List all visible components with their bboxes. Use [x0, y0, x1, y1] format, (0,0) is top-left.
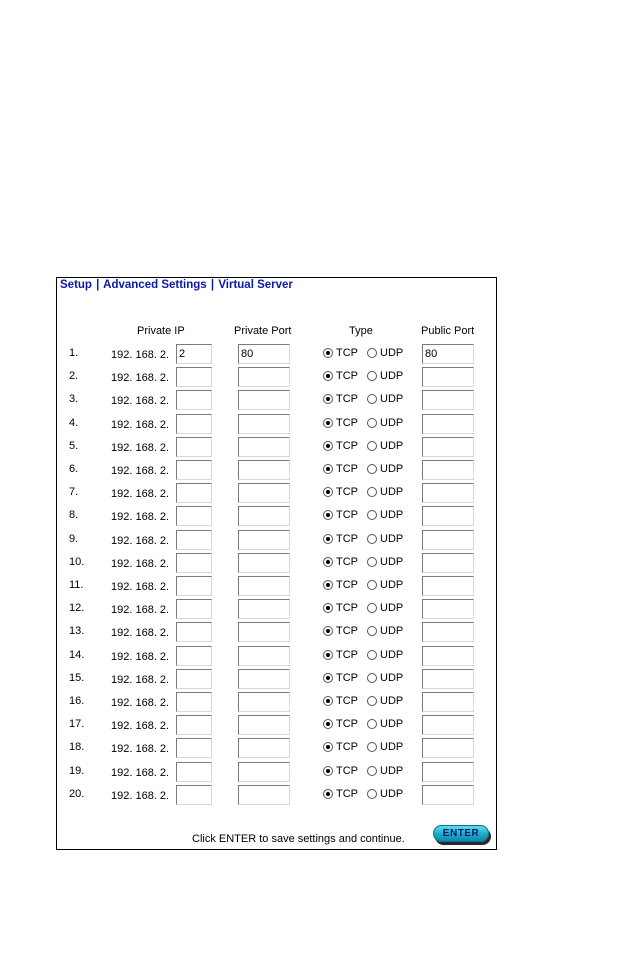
- private-ip-input[interactable]: [176, 437, 212, 457]
- private-ip-input[interactable]: [176, 483, 212, 503]
- breadcrumb-advanced-settings[interactable]: Advanced Settings: [103, 279, 207, 291]
- udp-radio[interactable]: [367, 557, 377, 567]
- public-port-input[interactable]: [422, 646, 474, 666]
- udp-radio[interactable]: [367, 348, 377, 358]
- enter-button[interactable]: ENTER: [433, 825, 489, 842]
- tcp-radio[interactable]: [323, 580, 333, 590]
- tcp-label: TCP: [336, 787, 358, 800]
- row-number: 19.: [69, 764, 85, 777]
- udp-radio[interactable]: [367, 673, 377, 683]
- public-port-input[interactable]: [422, 715, 474, 735]
- table-row: [57, 483, 496, 503]
- public-port-input[interactable]: [422, 599, 474, 619]
- table-row: [57, 622, 496, 642]
- private-ip-input[interactable]: [176, 576, 212, 596]
- ip-prefix: 192. 168. 2.: [111, 766, 170, 779]
- table-row: [57, 762, 496, 782]
- tcp-radio[interactable]: [323, 418, 333, 428]
- ip-prefix: 192. 168. 2.: [111, 720, 170, 733]
- header-type: Type: [349, 325, 373, 337]
- tcp-label: TCP: [336, 718, 358, 731]
- private-port-input[interactable]: [238, 646, 290, 666]
- private-ip-input[interactable]: [176, 692, 212, 712]
- public-port-input[interactable]: [422, 483, 474, 503]
- private-port-input[interactable]: [238, 576, 290, 596]
- private-port-input[interactable]: [238, 437, 290, 457]
- row-number: 8.: [69, 509, 79, 522]
- ip-prefix: 192. 168. 2.: [111, 488, 170, 501]
- private-ip-input[interactable]: [176, 414, 212, 434]
- breadcrumb: [60, 279, 293, 291]
- udp-radio[interactable]: [367, 742, 377, 752]
- private-port-input[interactable]: [238, 390, 290, 410]
- tcp-label: TCP: [336, 347, 358, 359]
- udp-label: UDP: [380, 764, 404, 777]
- tcp-label: TCP: [336, 764, 358, 777]
- private-port-input[interactable]: [238, 762, 290, 782]
- ip-prefix: 192. 168. 2.: [111, 418, 170, 431]
- ip-prefix: 192. 168. 2.: [111, 673, 170, 686]
- tcp-radio[interactable]: [323, 348, 333, 358]
- table-row: [57, 576, 496, 596]
- tcp-radio[interactable]: [323, 394, 333, 404]
- row-number: 14.: [69, 648, 85, 661]
- row-number: 7.: [69, 486, 79, 499]
- private-ip-input[interactable]: [176, 390, 212, 410]
- udp-label: UDP: [380, 439, 404, 452]
- udp-radio[interactable]: [367, 650, 377, 660]
- udp-label: UDP: [380, 741, 404, 754]
- udp-label: UDP: [380, 671, 404, 684]
- tcp-label: TCP: [336, 532, 358, 545]
- udp-label: UDP: [380, 579, 404, 591]
- private-port-input[interactable]: [238, 692, 290, 712]
- table-row: [57, 646, 496, 666]
- header-private-ip: Private IP: [137, 325, 185, 337]
- header-private-port: Private Port: [234, 325, 292, 337]
- table-row: [57, 785, 496, 805]
- breadcrumb-separator: |: [96, 279, 100, 291]
- row-number: 11.: [69, 579, 84, 591]
- udp-label: UDP: [380, 602, 404, 615]
- private-ip-input[interactable]: [176, 715, 212, 735]
- udp-label: UDP: [380, 648, 404, 661]
- udp-label: UDP: [380, 625, 404, 638]
- public-port-input[interactable]: [422, 344, 474, 364]
- public-port-input[interactable]: [422, 506, 474, 526]
- udp-radio[interactable]: [367, 418, 377, 428]
- private-ip-input[interactable]: [176, 669, 212, 689]
- tcp-radio[interactable]: [323, 534, 333, 544]
- public-port-input[interactable]: [422, 785, 474, 805]
- tcp-radio[interactable]: [323, 626, 333, 636]
- ip-prefix: 192. 168. 2.: [111, 465, 170, 477]
- private-port-input[interactable]: [238, 738, 290, 758]
- private-port-input[interactable]: [238, 715, 290, 735]
- ip-prefix: 192. 168. 2.: [111, 511, 170, 524]
- udp-radio[interactable]: [367, 510, 377, 520]
- private-port-input[interactable]: [238, 460, 290, 480]
- udp-radio[interactable]: [367, 371, 377, 381]
- row-number: 16.: [69, 695, 85, 707]
- udp-radio[interactable]: [367, 441, 377, 451]
- udp-radio[interactable]: [367, 766, 377, 776]
- table-row: [57, 390, 496, 410]
- private-port-input[interactable]: [238, 530, 290, 550]
- udp-label: UDP: [380, 695, 404, 707]
- tcp-radio[interactable]: [323, 742, 333, 752]
- private-ip-input[interactable]: [176, 646, 212, 666]
- udp-label: UDP: [380, 347, 404, 359]
- udp-label: UDP: [380, 393, 404, 406]
- tcp-label: TCP: [336, 509, 358, 522]
- private-port-input[interactable]: [238, 785, 290, 805]
- ip-prefix: 192. 168. 2.: [111, 627, 170, 640]
- row-number: 6.: [69, 463, 79, 475]
- public-port-input[interactable]: [422, 367, 474, 387]
- tcp-radio[interactable]: [323, 696, 333, 706]
- udp-radio[interactable]: [367, 603, 377, 613]
- row-number: 10.: [69, 555, 85, 568]
- private-ip-input[interactable]: [176, 530, 212, 550]
- tcp-label: TCP: [336, 439, 358, 452]
- table-row: [57, 437, 496, 457]
- udp-label: UDP: [380, 509, 404, 522]
- udp-label: UDP: [380, 486, 404, 499]
- tcp-radio[interactable]: [323, 487, 333, 497]
- row-number: 3.: [69, 393, 79, 406]
- table-row: [57, 460, 496, 480]
- ip-prefix: 192. 168. 2.: [111, 650, 170, 663]
- udp-label: UDP: [380, 370, 404, 383]
- table-row: [57, 530, 496, 550]
- ip-prefix: 192. 168. 2.: [111, 789, 170, 802]
- row-number: 4.: [69, 416, 79, 429]
- private-ip-input[interactable]: [176, 622, 212, 642]
- udp-label: UDP: [380, 463, 404, 475]
- private-ip-input[interactable]: [176, 599, 212, 619]
- udp-label: UDP: [380, 555, 404, 568]
- row-number: 18.: [69, 741, 85, 754]
- private-ip-input[interactable]: [176, 506, 212, 526]
- tcp-label: TCP: [336, 555, 358, 568]
- udp-radio[interactable]: [367, 487, 377, 497]
- private-port-input[interactable]: [238, 506, 290, 526]
- private-port-input[interactable]: [238, 483, 290, 503]
- private-ip-input[interactable]: [176, 553, 212, 573]
- table-row: [57, 599, 496, 619]
- udp-radio[interactable]: [367, 719, 377, 729]
- private-port-input[interactable]: [238, 553, 290, 573]
- table-row: [57, 414, 496, 434]
- udp-label: UDP: [380, 718, 404, 731]
- public-port-input[interactable]: [422, 390, 474, 410]
- udp-radio[interactable]: [367, 464, 377, 474]
- header-public-port: Public Port: [421, 325, 475, 337]
- tcp-label: TCP: [336, 370, 358, 383]
- row-number: 12.: [69, 602, 85, 615]
- private-port-input[interactable]: [238, 669, 290, 689]
- private-ip-input[interactable]: [176, 344, 212, 364]
- ip-prefix: 192. 168. 2.: [111, 349, 170, 361]
- row-number: 2.: [69, 370, 79, 383]
- tcp-radio[interactable]: [323, 510, 333, 520]
- public-port-input[interactable]: [422, 414, 474, 434]
- tcp-radio[interactable]: [323, 371, 333, 381]
- table-row: [57, 553, 496, 573]
- tcp-radio[interactable]: [323, 673, 333, 683]
- ip-prefix: 192. 168. 2.: [111, 534, 170, 547]
- udp-label: UDP: [380, 532, 404, 545]
- udp-radio[interactable]: [367, 789, 377, 799]
- udp-radio[interactable]: [367, 626, 377, 636]
- virtual-server-panel: [56, 277, 497, 850]
- private-port-input[interactable]: [238, 367, 290, 387]
- ip-prefix: 192. 168. 2.: [111, 697, 170, 709]
- udp-label: UDP: [380, 416, 404, 429]
- ip-prefix: 192. 168. 2.: [111, 441, 170, 454]
- row-number: 5.: [69, 439, 79, 452]
- udp-radio[interactable]: [367, 696, 377, 706]
- tcp-label: TCP: [336, 625, 358, 638]
- row-number: 13.: [69, 625, 85, 638]
- public-port-input[interactable]: [422, 622, 474, 642]
- tcp-label: TCP: [336, 579, 358, 591]
- table-row: [57, 506, 496, 526]
- row-number: 1.: [69, 347, 79, 359]
- table-row: [57, 692, 496, 712]
- tcp-radio[interactable]: [323, 719, 333, 729]
- ip-prefix: 192. 168. 2.: [111, 395, 170, 408]
- table-row: [57, 344, 496, 364]
- tcp-label: TCP: [336, 695, 358, 707]
- public-port-input[interactable]: [422, 437, 474, 457]
- public-port-input[interactable]: [422, 692, 474, 712]
- private-ip-input[interactable]: [176, 367, 212, 387]
- row-number: 9.: [69, 532, 79, 545]
- public-port-input[interactable]: [422, 460, 474, 480]
- breadcrumb-separator: |: [210, 279, 215, 291]
- ip-prefix: 192. 168. 2.: [111, 557, 170, 570]
- private-ip-input[interactable]: [176, 460, 212, 480]
- udp-radio[interactable]: [367, 394, 377, 404]
- public-port-input[interactable]: [422, 576, 474, 596]
- public-port-input[interactable]: [422, 530, 474, 550]
- table-row: [57, 738, 496, 758]
- tcp-label: TCP: [336, 671, 358, 684]
- ip-prefix: 192. 168. 2.: [111, 372, 170, 385]
- ip-prefix: 192. 168. 2.: [111, 581, 170, 593]
- tcp-radio[interactable]: [323, 766, 333, 776]
- tcp-label: TCP: [336, 463, 358, 475]
- udp-radio[interactable]: [367, 580, 377, 590]
- tcp-radio[interactable]: [323, 441, 333, 451]
- tcp-label: TCP: [336, 486, 358, 499]
- public-port-input[interactable]: [422, 669, 474, 689]
- tcp-radio[interactable]: [323, 557, 333, 567]
- ip-prefix: 192. 168. 2.: [111, 604, 170, 617]
- tcp-radio[interactable]: [323, 650, 333, 660]
- tcp-label: TCP: [336, 648, 358, 661]
- public-port-input[interactable]: [422, 762, 474, 782]
- breadcrumb-setup[interactable]: Setup: [60, 279, 92, 291]
- private-ip-input[interactable]: [176, 785, 212, 805]
- row-number: 17.: [69, 718, 85, 731]
- table-row: [57, 669, 496, 689]
- private-port-input[interactable]: [238, 599, 290, 619]
- private-port-input[interactable]: [238, 622, 290, 642]
- breadcrumb-virtual-server[interactable]: Virtual Server: [218, 279, 293, 291]
- private-port-input[interactable]: [238, 344, 290, 364]
- tcp-radio[interactable]: [323, 603, 333, 613]
- row-number: 20.: [69, 787, 85, 800]
- private-ip-input[interactable]: [176, 762, 212, 782]
- table-row: [57, 715, 496, 735]
- ip-prefix: 192. 168. 2.: [111, 743, 170, 756]
- public-port-input[interactable]: [422, 738, 474, 758]
- tcp-label: TCP: [336, 741, 358, 754]
- tcp-radio[interactable]: [323, 464, 333, 474]
- footer-instruction: Click ENTER to save settings and continue.: [192, 833, 405, 845]
- private-ip-input[interactable]: [176, 738, 212, 758]
- row-number: 15.: [69, 671, 85, 684]
- tcp-label: TCP: [336, 416, 358, 429]
- udp-label: UDP: [380, 787, 404, 800]
- tcp-label: TCP: [336, 602, 358, 615]
- private-port-input[interactable]: [238, 414, 290, 434]
- public-port-input[interactable]: [422, 553, 474, 573]
- table-row: [57, 367, 496, 387]
- tcp-label: TCP: [336, 393, 358, 406]
- tcp-radio[interactable]: [323, 789, 333, 799]
- udp-radio[interactable]: [367, 534, 377, 544]
